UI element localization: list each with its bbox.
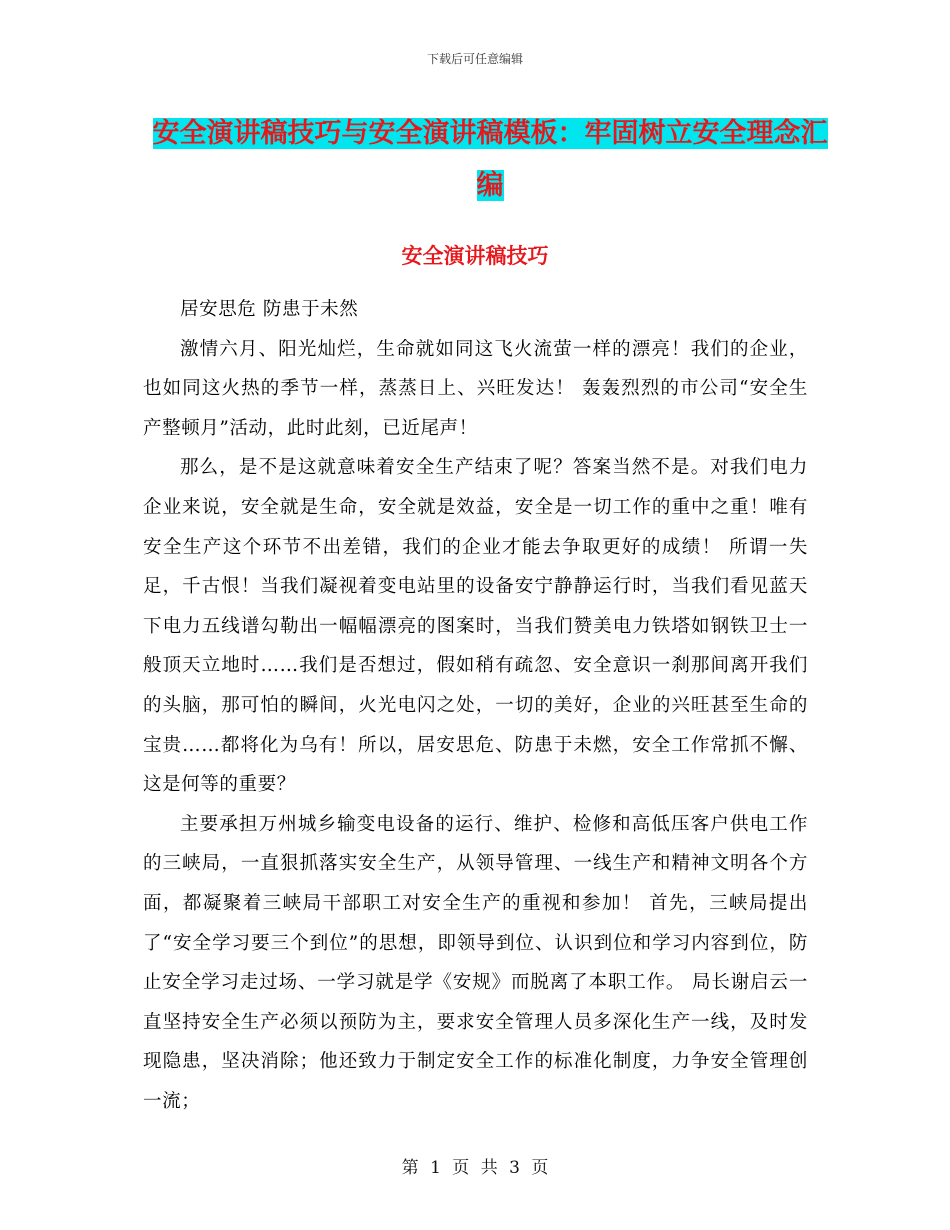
paragraph: 那么，是不是这就意味着安全生产结束了呢？答案当然不是。对我们电力企业来说，安全就是生命，安全就是效益，安全是一切工作的重中之重！唯有安全生产这个环节不出差错，我们的企业才能去争取更好的成绩！ 所谓一失足，千古恨！当我们凝视着变电站里的设备安宁静静运行时，当我们看见蓝天下电力五线谱勾勒出一幅幅漂亮的图案时，当我们赞美电力铁塔如钢铁卫士一般顶天立地时……我们是否想过，假如稍有疏忽、安全意识一刹那间离开我们的头脑，那可怕的瞬间，火光电闪之处，一切的美好，企业的兴旺甚至生命的宝贵……都将化为乌有！所以，居安思危、防患于未燃，安全工作常抓不懈、这是何等的重要？ (143, 457, 808, 796)
page-number-footer: 第 1 页 共 3 页 (401, 1158, 549, 1178)
section-title: 安全演讲稿技巧 (401, 244, 549, 268)
paragraph-subtitle: 居安思危 防患于未然 (180, 299, 359, 320)
document-title-text: 安全演讲稿技巧与安全演讲稿模板：牢固树立安全理念汇编 (152, 118, 828, 201)
document-body (143, 290, 808, 1121)
page-header-note: 下载后可任意编辑 (426, 52, 523, 66)
paragraph: 激情六月、阳光灿烂，生命就如同这飞火流萤一样的漂亮！我们的企业，也如同这火热的季节一样，蒸蒸日上、兴旺发达！ 轰轰烈烈的市公司“安全生产整顿月”活动，此时此刻，已近尾声！ (143, 338, 808, 439)
paragraph: 主要承担万州城乡输变电设备的运行、维护、检修和高低压客户供电工作的三峡局，一直狠抓落实安全生产，从领导管理、一线生产和精神文明各个方面，都凝聚着三峡局干部职工对安全生产的重视和参加！ 首先，三峡局提出了“安全学习要三个到位”的思想，即领导到位、认识到位和学习内容到位，防止安全学习走过场、一学习就是学《安规》而脱离了本职工作。 局长谢启云一直坚持安全生产必须以预防为主，要求安全管理人员多深化生产一线，及时发现隐患，坚决消除；他还致力于制定安全工作的标准化制度，力争安全管理创一流； (143, 813, 808, 1112)
document-title (145, 108, 835, 212)
